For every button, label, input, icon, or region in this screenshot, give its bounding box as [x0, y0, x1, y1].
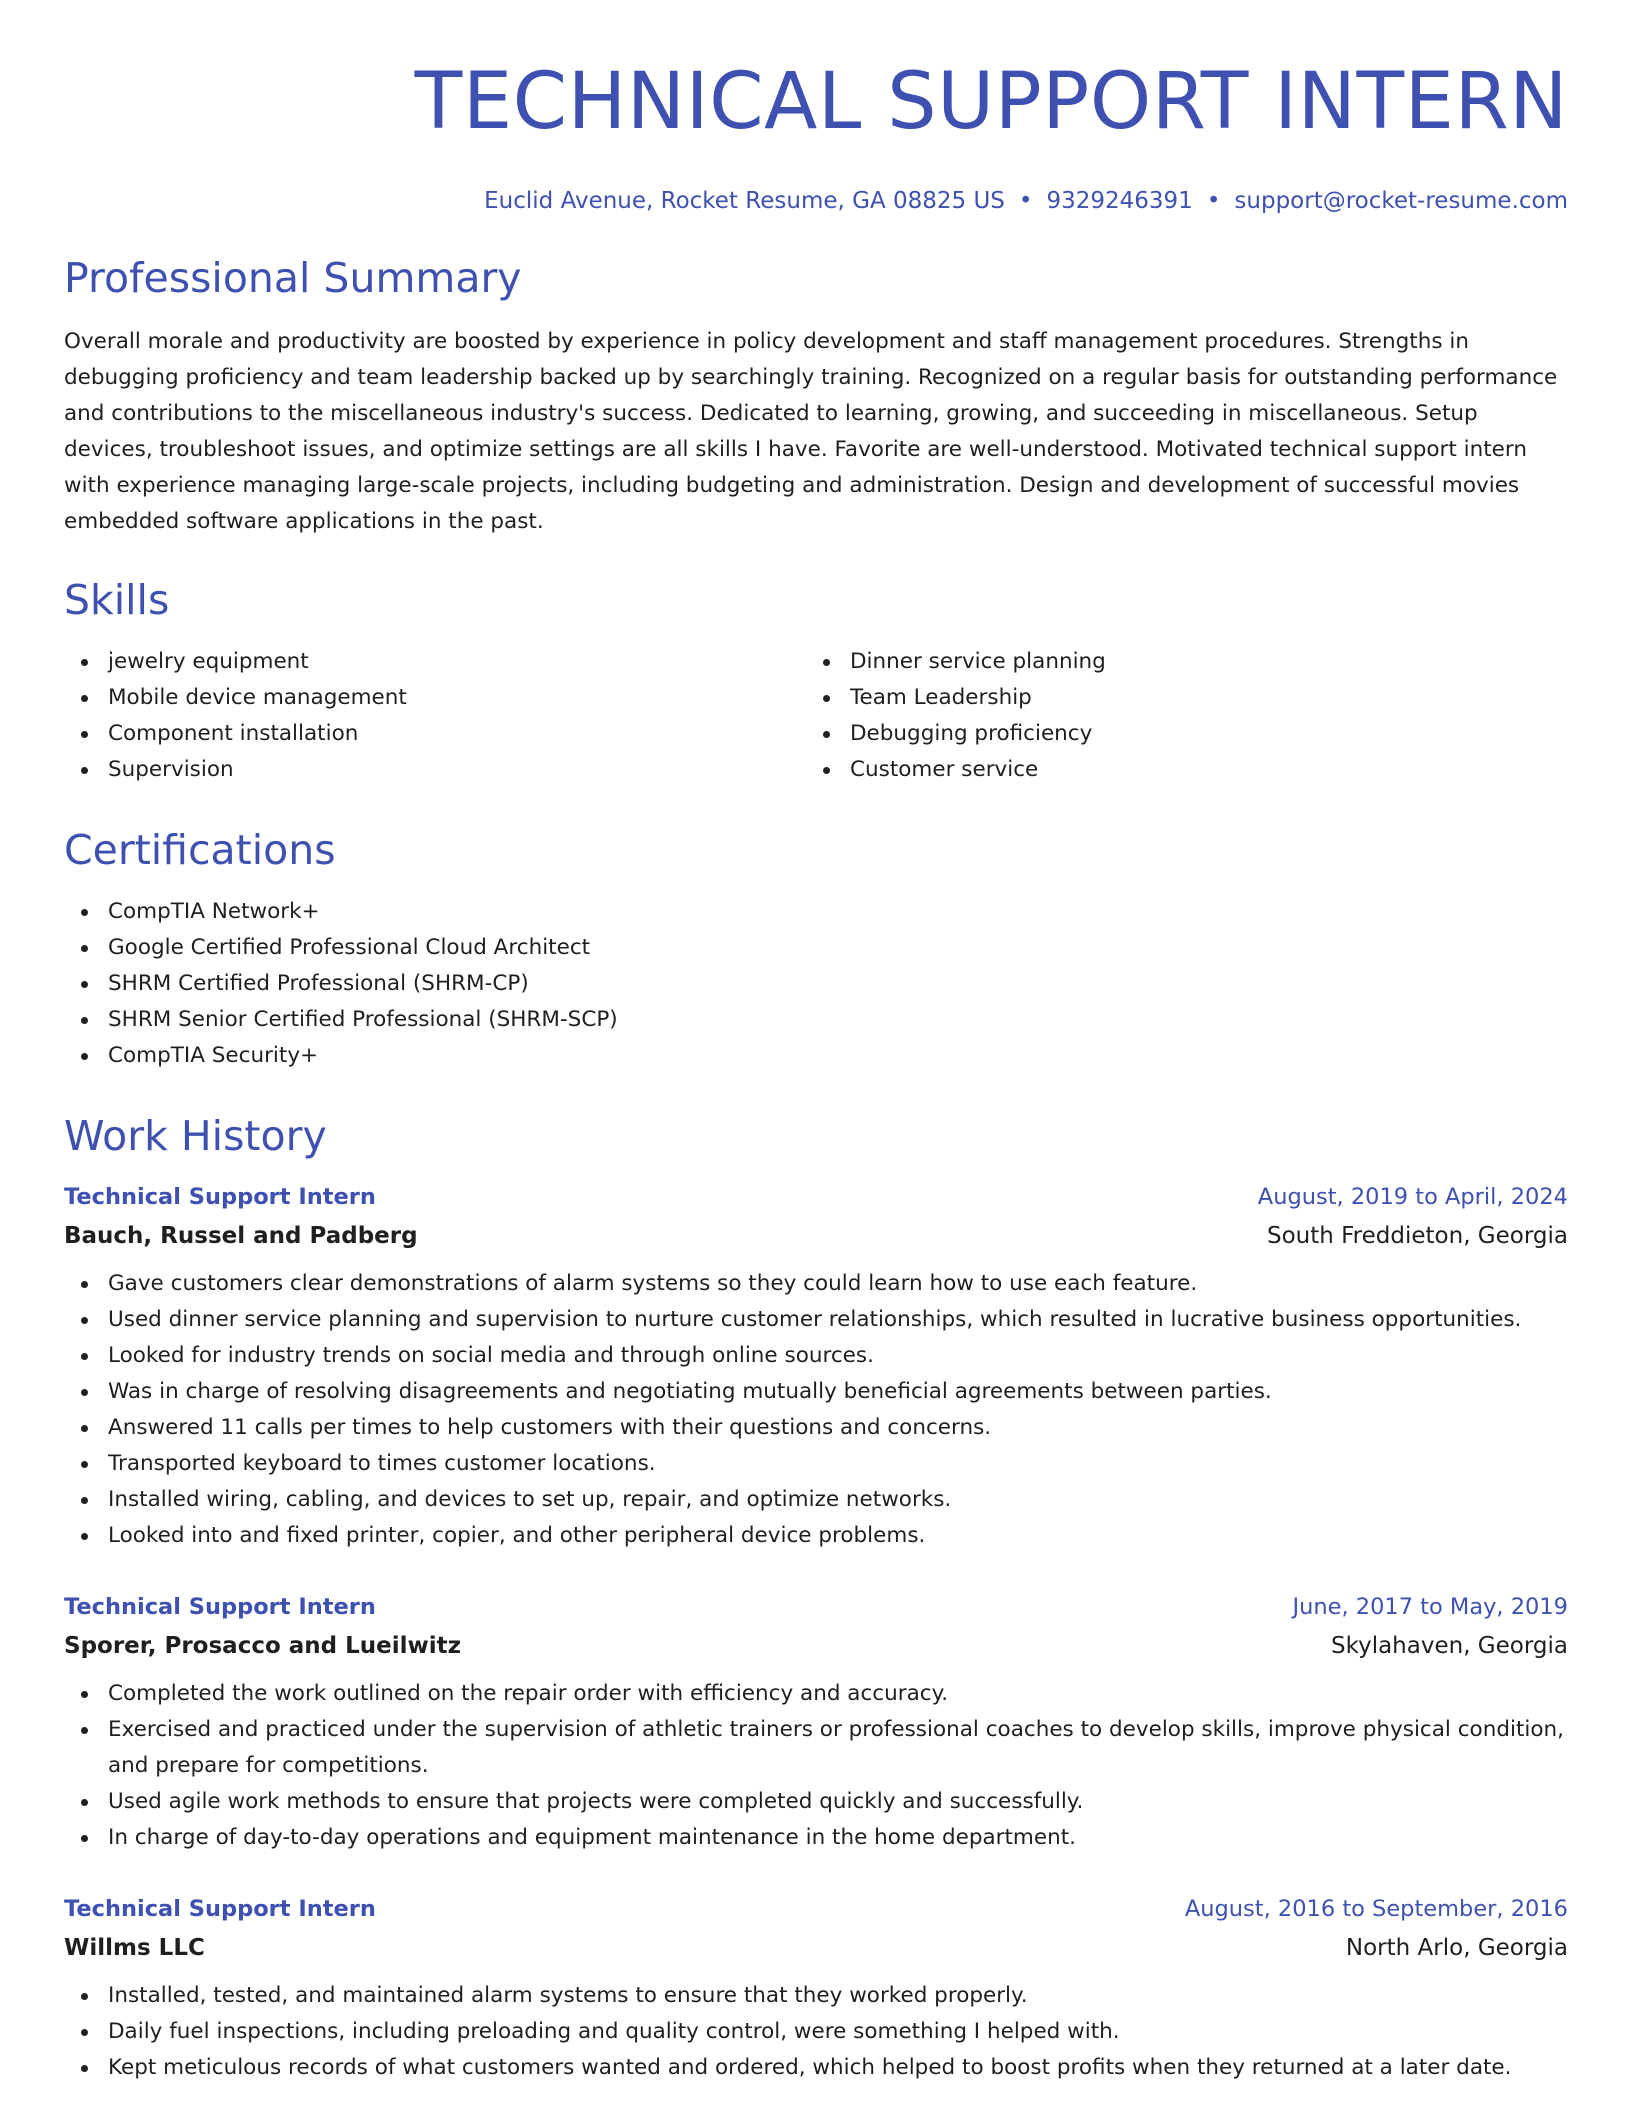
- contact-address: Euclid Avenue, Rocket Resume, GA 08825 US: [484, 188, 1005, 214]
- job-dates: August, 2019 to April, 2024: [1257, 1184, 1568, 1210]
- job-company: Willms LLC: [64, 1935, 205, 1961]
- summary-text: Overall morale and productivity are boosted by experience in policy development and staff management procedures. Strengths in debugging proficiency and team leadership backed up by searchingly training. Recognized on a regular basis for outstanding performance and contributions to the miscellaneous industry's success. Dedicated to learning, growing, and succeeding in miscellaneous. Setup devices, troubleshoot issues, and optimize settings are all skills I have. Favorite are well-understood. Motivated technical support intern with experience managing large-scale projects, including budgeting and administration. Design and development of successful movies embedded software applications in the past.: [64, 329, 1558, 534]
- contact-separator: •: [1206, 188, 1221, 214]
- skill-item: Component installation: [64, 716, 806, 752]
- certifications-heading: Certifications: [64, 826, 336, 874]
- contact-email[interactable]: support@rocket-resume.com: [1234, 188, 1568, 214]
- job-bullets: [64, 1978, 1568, 2086]
- job-entry: [64, 1592, 1568, 1856]
- job-dates: August, 2016 to September, 2016: [1184, 1896, 1568, 1922]
- job-entry: [64, 1182, 1568, 1554]
- job-bullets: [64, 1266, 1568, 1554]
- job-location: North Arlo, Georgia: [1345, 1935, 1568, 1961]
- job-bullet: Daily fuel inspections, including preloading and quality control, were something I helped with.: [64, 2014, 1568, 2050]
- job-subheader: [64, 1630, 1568, 1662]
- skill-item: Mobile device management: [64, 680, 806, 716]
- skills-list-right: [806, 644, 1548, 788]
- skill-item: Dinner service planning: [806, 644, 1548, 680]
- resume-page: [64, 0, 1568, 2086]
- contact-line: [64, 186, 1568, 216]
- certification-item: CompTIA Network+: [64, 894, 1568, 930]
- job-bullet: In charge of day-to-day operations and equipment maintenance in the home department.: [64, 1820, 1568, 1856]
- job-company: Bauch, Russel and Padberg: [64, 1223, 418, 1249]
- summary-heading: Professional Summary: [64, 254, 522, 302]
- job-role: Technical Support Intern: [64, 1896, 376, 1922]
- job-bullet: Installed wiring, cabling, and devices to set up, repair, and optimize networks.: [64, 1482, 1568, 1518]
- job-subheader: [64, 1932, 1568, 1964]
- job-entry: [64, 1894, 1568, 2086]
- job-bullet: Gave customers clear demonstrations of alarm systems so they could learn how to use each feature.: [64, 1266, 1568, 1302]
- job-bullet: Exercised and practiced under the supervision of athletic trainers or professional coaches to develop skills, improve physical condition, and prepare for competitions.: [64, 1712, 1568, 1784]
- job-bullet: Used dinner service planning and supervision to nurture customer relationships, which resulted in lucrative business opportunities.: [64, 1302, 1568, 1338]
- job-bullet: Answered 11 calls per times to help customers with their questions and concerns.: [64, 1410, 1568, 1446]
- job-bullet: Transported keyboard to times customer locations.: [64, 1446, 1568, 1482]
- resume-title: TECHNICAL SUPPORT INTERN: [414, 57, 1568, 147]
- job-bullet: Looked into and fixed printer, copier, and other peripheral device problems.: [64, 1518, 1568, 1554]
- certification-item: CompTIA Security+: [64, 1038, 1568, 1074]
- certification-item: Google Certified Professional Cloud Architect: [64, 930, 1568, 966]
- job-role: Technical Support Intern: [64, 1594, 376, 1620]
- job-bullets: [64, 1676, 1568, 1856]
- job-role: Technical Support Intern: [64, 1184, 376, 1210]
- job-bullet: Used agile work methods to ensure that projects were completed quickly and successfully.: [64, 1784, 1568, 1820]
- job-bullet: Kept meticulous records of what customers wanted and ordered, which helped to boost profits when they returned at a later date.: [64, 2050, 1568, 2086]
- job-header: [64, 1592, 1568, 1622]
- skills-grid: [64, 644, 1568, 788]
- certifications-list: [64, 894, 1568, 1074]
- job-header: [64, 1182, 1568, 1212]
- job-subheader: [64, 1220, 1568, 1252]
- certification-item: SHRM Senior Certified Professional (SHRM-SCP): [64, 1002, 1568, 1038]
- certification-item: SHRM Certified Professional (SHRM-CP): [64, 966, 1568, 1002]
- contact-separator: •: [1018, 188, 1033, 214]
- job-bullet: Was in charge of resolving disagreements and negotiating mutually beneficial agreements between parties.: [64, 1374, 1568, 1410]
- job-company: Sporer, Prosacco and Lueilwitz: [64, 1633, 462, 1659]
- job-location: Skylahaven, Georgia: [1330, 1633, 1568, 1659]
- job-location: South Freddieton, Georgia: [1266, 1223, 1568, 1249]
- skill-item: Debugging proficiency: [806, 716, 1548, 752]
- job-header: [64, 1894, 1568, 1924]
- skill-item: Team Leadership: [806, 680, 1548, 716]
- skills-list-left: [64, 644, 806, 788]
- skills-heading: Skills: [64, 576, 170, 624]
- job-bullet: Completed the work outlined on the repair order with efficiency and accuracy.: [64, 1676, 1568, 1712]
- skill-item: Customer service: [806, 752, 1548, 788]
- job-dates: June, 2017 to May, 2019: [1292, 1594, 1568, 1620]
- contact-phone: 9329246391: [1046, 188, 1193, 214]
- skill-item: jewelry equipment: [64, 644, 806, 680]
- job-bullet: Installed, tested, and maintained alarm systems to ensure that they worked properly.: [64, 1978, 1568, 2014]
- skill-item: Supervision: [64, 752, 806, 788]
- work-history-heading: Work History: [64, 1112, 327, 1160]
- job-bullet: Looked for industry trends on social media and through online sources.: [64, 1338, 1568, 1374]
